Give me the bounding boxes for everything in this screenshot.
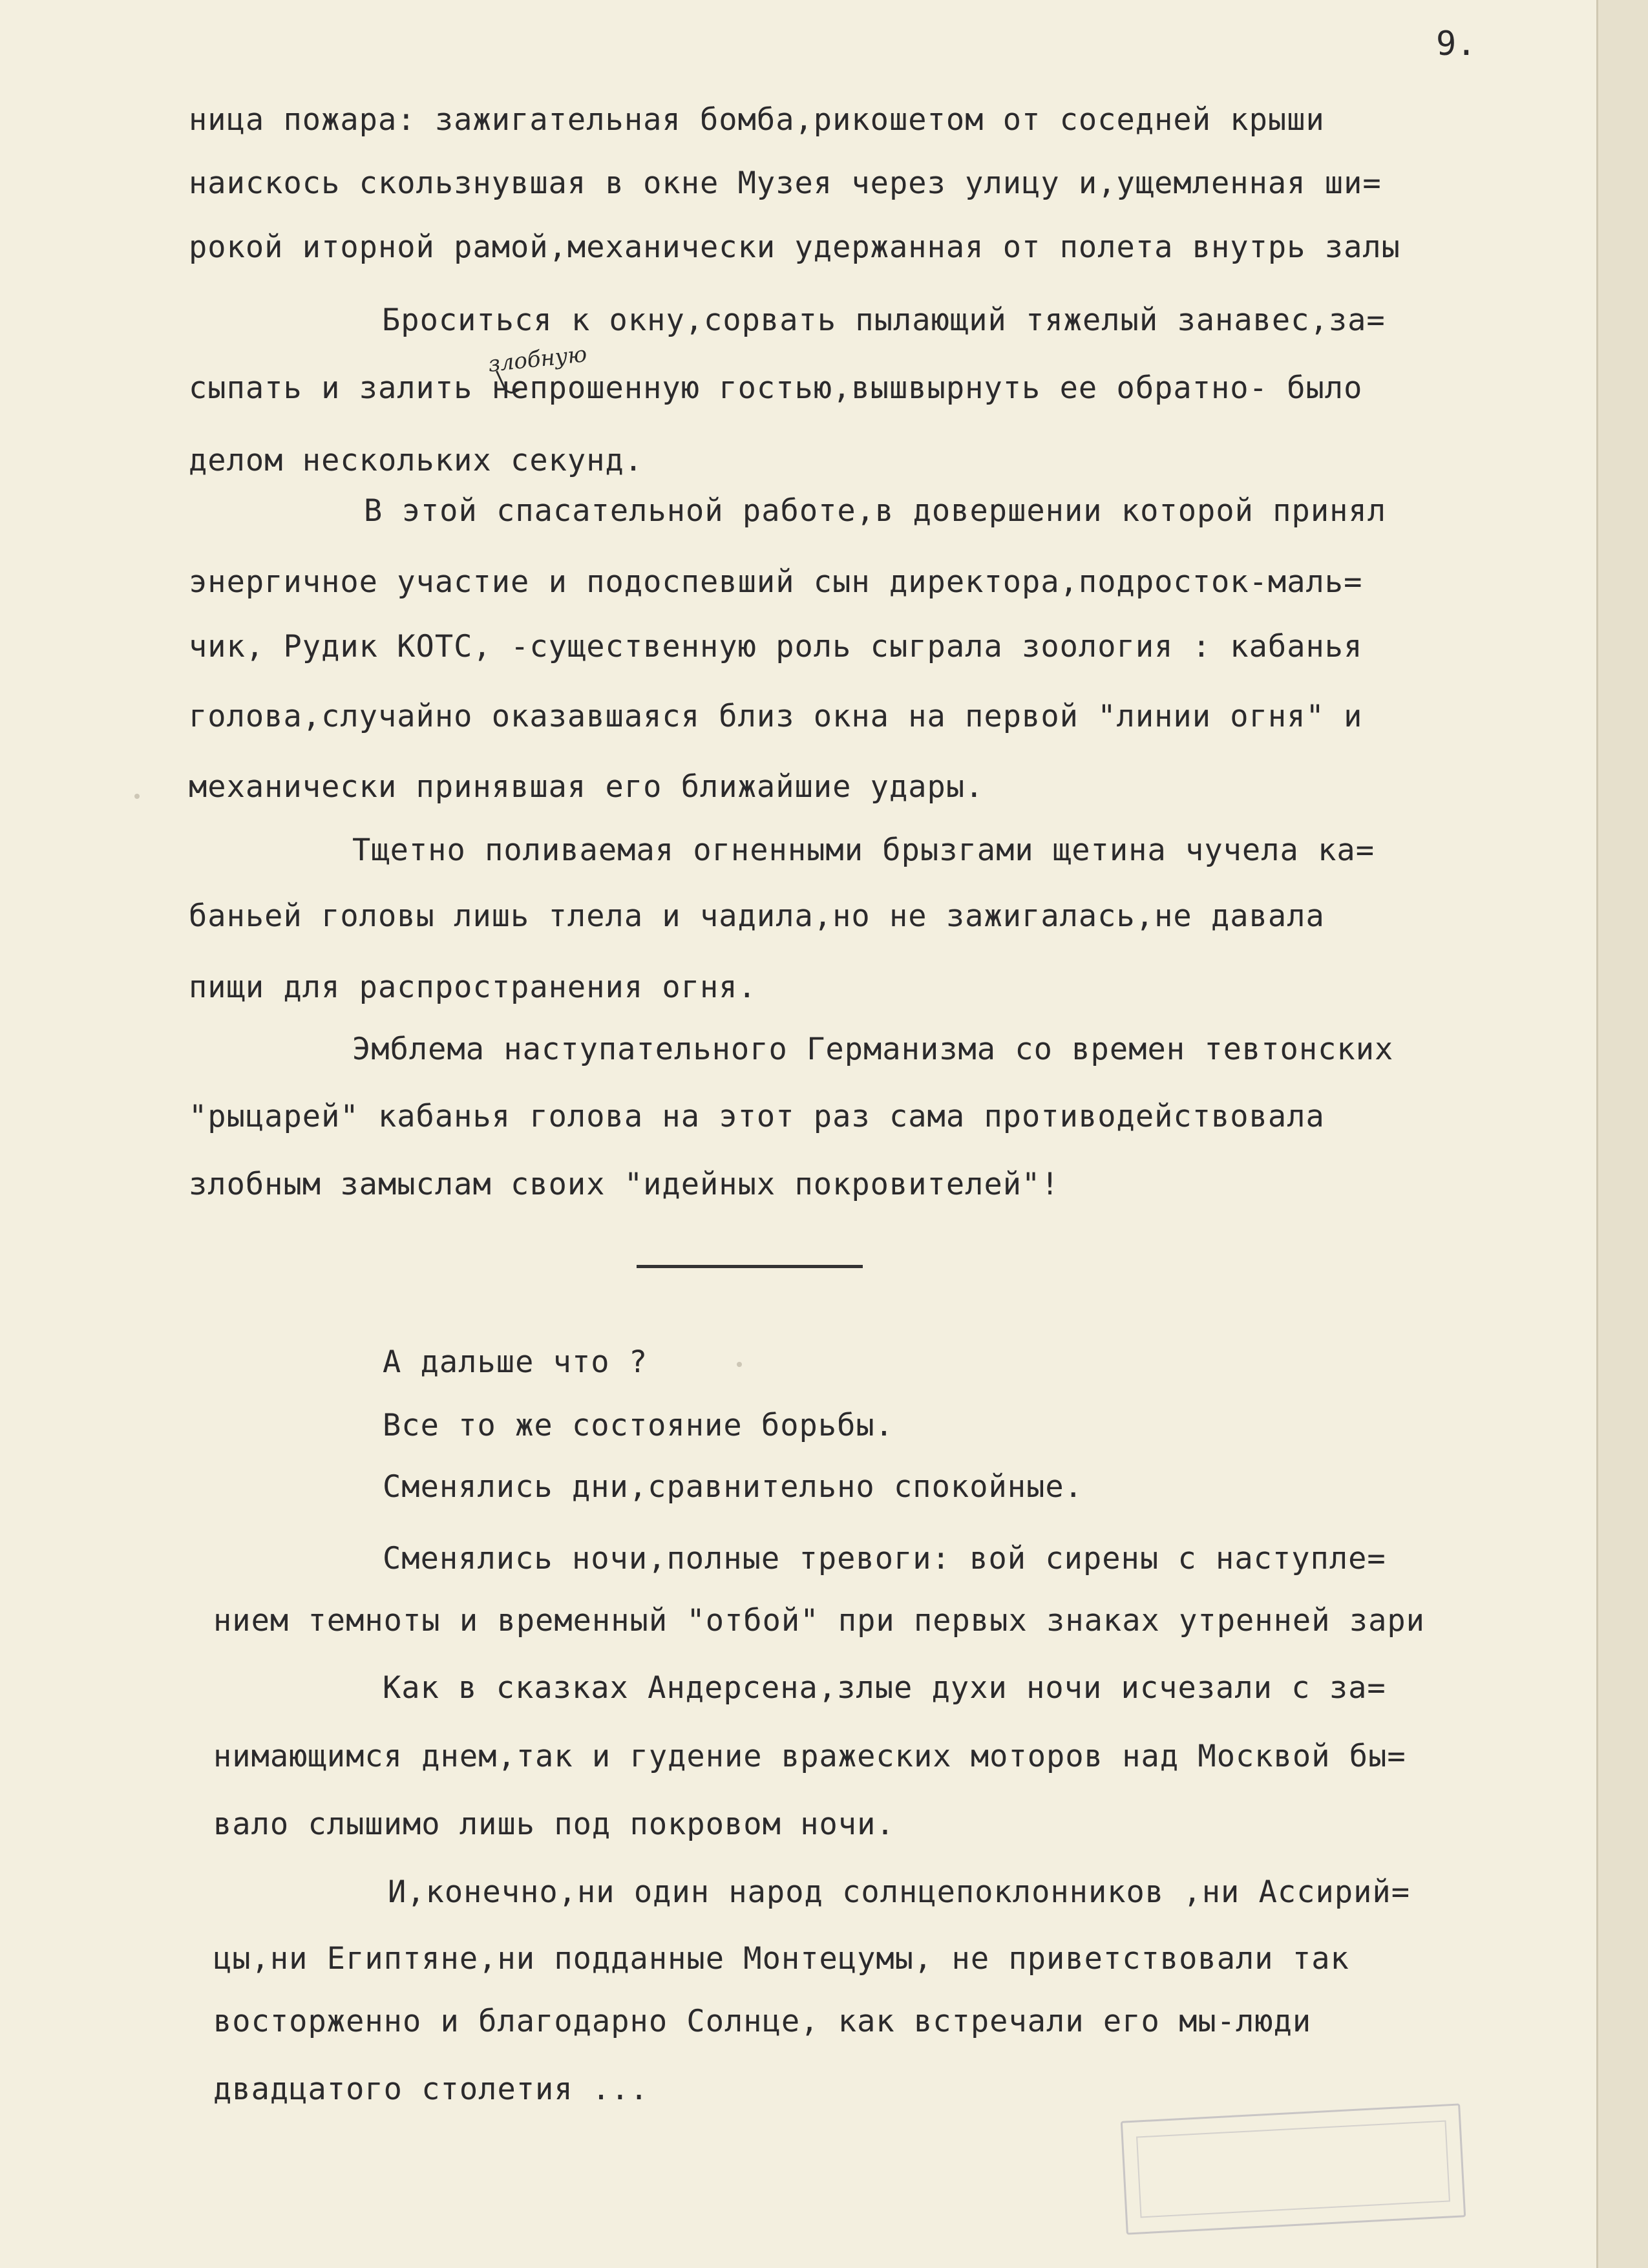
text-line: нимающимся днем,так и гудение вражеских моторов над Москвой бы= — [213, 1739, 1406, 1774]
text-line: сыпать и залить непрошенную гостью,вышвырнуть ее обратно- было — [189, 370, 1363, 406]
text-line: нием темноты и временный "отбой" при первых знаках утренней зари — [213, 1603, 1425, 1638]
text-line: голова,случайно оказавшаяся близ окна на первой "линии огня" и — [189, 699, 1363, 734]
text-line: чик, Рудик КОТС, -существенную роль сыграла зоология : кабанья — [189, 629, 1363, 664]
next-page-edge — [1598, 0, 1648, 2268]
text-line: Тщетно поливаемая огненными брызгами щетина чучела ка= — [352, 832, 1375, 868]
text-line: Сменялись дни,сравнительно спокойные. — [383, 1469, 1083, 1505]
text-line: рокой иторной рамой,механически удержанная от полета внутрь залы — [189, 229, 1400, 265]
text-line: наискось скользнувшая в окне Музея через улицу и,ущемленная ши= — [189, 165, 1382, 201]
text-line: "рыцарей" кабанья голова на этот раз сама противодействовала — [189, 1099, 1325, 1134]
faded-archive-stamp — [1121, 2103, 1466, 2234]
text-line: энергичное участие и подоспевший сын директора,подросток-маль= — [189, 564, 1363, 600]
text-line: делом нескольких секунд. — [189, 443, 644, 478]
text-line: пищи для распространения огня. — [189, 970, 757, 1005]
paper-spot — [737, 1362, 742, 1367]
text-line: ница пожара: зажигательная бомба,рикошетом от соседней крыши — [189, 102, 1325, 138]
text-line: вало слышимо лишь под покровом ночи. — [213, 1807, 895, 1842]
text-line: А дальше что ? — [383, 1344, 648, 1380]
text-line: И,конечно,ни один народ солнцепоклонников ,ни Ассирий= — [388, 1874, 1411, 1910]
text-line: механически принявшая его ближайшие удары. — [189, 769, 984, 805]
stamp-inner-border — [1136, 2121, 1450, 2218]
text-line: Сменялись ночи,полные тревоги: вой сирены с наступле= — [383, 1541, 1386, 1576]
text-line: Эмблема наступательного Германизма со времен тевтонских — [352, 1032, 1394, 1067]
text-line: злобным замыслам своих "идейных покровителей"! — [189, 1167, 1060, 1202]
text-line: цы,ни Египтяне,ни подданные Монтецумы, не приветствовали так — [213, 1941, 1349, 1977]
section-divider — [637, 1265, 863, 1268]
handwritten-insertion: злобную — [487, 341, 589, 377]
text-line: Броситься к окну,сорвать пылающий тяжелый занавес,за= — [382, 302, 1386, 338]
text-line: двадцатого столетия ... — [213, 2072, 649, 2107]
page-number: 9. — [1436, 25, 1477, 63]
text-line: Все то же состояние борьбы. — [383, 1408, 894, 1443]
text-line: баньей головы лишь тлела и чадила,но не зажигалась,не давала — [189, 898, 1325, 934]
text-line: Как в сказках Андерсена,злые духи ночи исчезали с за= — [383, 1670, 1386, 1706]
text-line: В этой спасательной работе,в довершении которой принял — [364, 493, 1387, 529]
text-line: восторженно и благодарно Солнце, как встречали его мы-люди — [213, 2004, 1312, 2039]
paper-spot — [134, 794, 140, 799]
